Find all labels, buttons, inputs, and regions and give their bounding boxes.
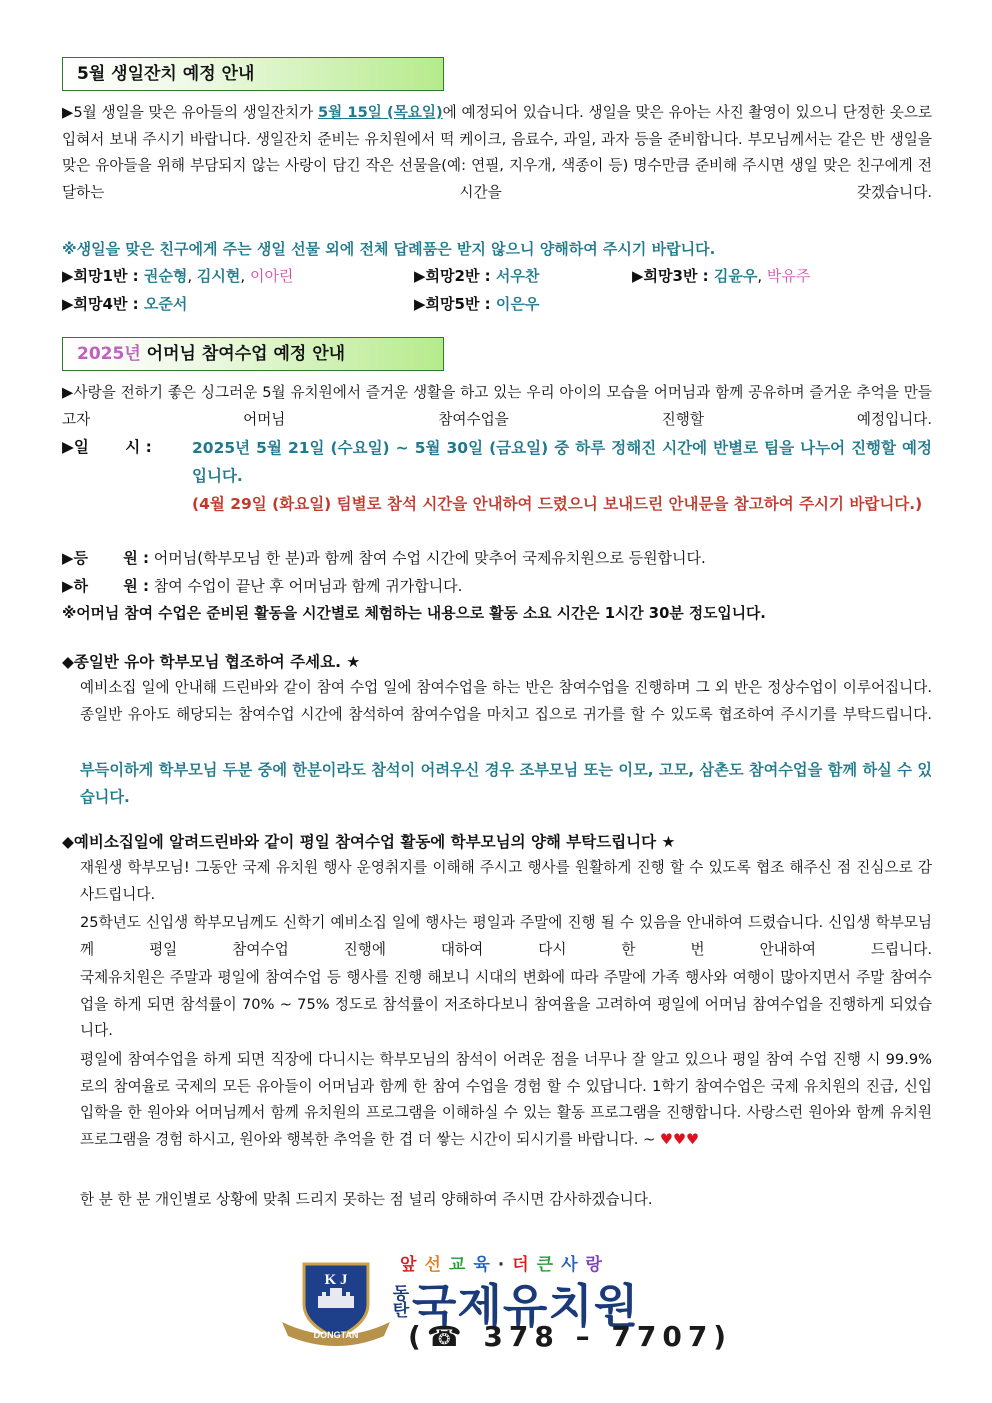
logo-letters: K J [324,1272,348,1288]
child-name: 김윤우 [713,267,758,285]
leave-row: ▶하 원 : 참여 수업이 끝난 후 어머님과 함께 귀가합니다. [62,577,463,595]
kindergarten-logo [276,1252,396,1350]
birthday-date: 5월 15일 (목요일) [317,104,443,121]
section-title-participation: 2025년 어머님 참여수업 예정 안내 [62,337,444,371]
class-list [62,267,293,285]
child-name: 박유주 [766,267,811,285]
fullday-body: 예비소집 일에 안내해 드린바와 같이 참여 수업 일에 참여수업을 하는 반은 참여수업을 진행하며 그 외 반은 정상수업이 이루어집니다. 종일반 유아도 해당되는 참여수업 시간에 참석하여 참여수업을 마치고 집으로 귀가를 할 수 있도록 협조하여 주시기를 부탁드립니다. [80,679,932,723]
class-list [62,295,187,313]
date-note: (4월 29일 (화요일) 팀별로 참석 시간을 안내하여 드렸으니 보내드린 안내문을 참고하여 주시기 바랍니다.) [192,495,923,513]
class-label: ▶희망1반 : [62,267,144,285]
phone-number: (☎ 378 – 7707) [408,1320,733,1353]
child-name: , [240,267,250,285]
class-row-1 [62,263,811,289]
slogan-char: 교 [448,1255,474,1275]
participation-note: ※어머님 참여 수업은 준비된 활동을 시간별로 체험하는 내용으로 활동 소요 시간은 1시간 30분 정도입니다. [62,605,766,622]
section-title-birthday: 5월 생일잔치 예정 안내 [62,57,444,91]
child-name: 김시현 [196,267,241,285]
weekday-p1: 재원생 학부모님! 그동안 국제 유치원 행사 운영취지를 이해해 주시고 행사를 원활하게 진행 할 수 있도록 협조 해주신 점 진심으로 감사드립니다. [80,859,932,903]
slogan-char: · [497,1255,513,1275]
child-name: 이은우 [495,295,540,313]
child-name: 오준서 [143,295,188,313]
slogan-char: 큰 [536,1255,562,1275]
slogan-char: 사 [561,1255,586,1275]
weekday-p5: 한 분 한 분 개인별로 상황에 맞춰 드리지 못하는 점 널리 양해하여 주시면 감사하겠습니다. [80,1191,653,1208]
child-name: 권순형 [143,267,188,285]
section-title-weekday: ◆예비소집일에 알려드린바와 같이 평일 참여수업 활동에 학부모님의 양해 부탁드립니다 ★ [62,833,676,851]
hearts: ♥♥♥ [659,1130,700,1148]
child-name: 서우찬 [495,267,540,285]
section-title-fullday: ◆종일반 유아 학부모님 협조하여 주세요. ★ [62,653,361,671]
class-label: ▶희망2반 : [414,267,496,285]
class-label: ▶희망3반 : [632,267,714,285]
slogan-char: 선 [424,1255,449,1275]
slogan-char: 앞 [400,1255,425,1275]
birthday-paragraph: ▶5월 생일을 맞은 유아들의 생일잔치가 5월 15일 (목요일)에 예정되어 있습니다. 생일을 맞은 유아는 사진 촬영이 있으니 단정한 옷으로 입혀서 보내 주시기 바랍니다. 생일잔치 준비는 유치원에서 떡 케이크, 음료수, 과일, 과자 등을 준비합니다. 부모님께서는 같은 반 생일을 맞은 유아들을 위해 부담되지 않는 사랑이 담긴 작은 선물을(예: 연필, 지우개, 색종이 등) 명수만큼 준비해 주시면 생일 맞은 친구에게 전달하는 시간을 갖겠습니다. [62,104,933,201]
weekday-p4: 평일에 참여수업을 하게 되면 직장에 다니시는 학부모님의 참석이 어려운 점을 너무나 잘 알고 있으나 평일 참여 수업 진행 시 99.9%로의 참여율로 국제의 모든 유아들이 어머님과 함께 한 참여 수업을 경험 할 수 있답니다. 1학기 참여수업은 국제 유치원의 진급, 신입 입학을 한 원아와 어머님께서 함께 유치원의 프로그램을 이해하실 수 있는 활동 프로그램을 진행합니다. 사랑스런 원아와 함께 유치원 프로그램을 경험 하시고, 원아와 행복한 추억을 한 겹 더 쌓는 시간이 되시기를 바랍니다. ~ ♥♥♥ [80,1051,932,1148]
class-label: ▶희망5반 : [414,295,496,313]
weekday-p2: 25학년도 신입생 학부모님께도 신학기 예비소집 일에 행사는 평일과 주말에 진행 될 수 있음을 안내하여 드렸습니다. 신입생 학부모님께 평일 참여수업 진행에 대하여 다시 한 번 안내하여 드립니다. [80,914,932,958]
fullday-highlight: 부득이하게 학부모님 두분 중에 한분이라도 참석이 어려우신 경우 조부모님 또는 이모, 고모, 삼촌도 참여수업을 함께 하실 수 있습니다. [80,761,932,806]
child-name: 이아린 [249,267,294,285]
date-row: ▶일 시 : [62,438,152,456]
child-name: , [187,267,197,285]
birthday-note: ※생일을 맞은 친구에게 주는 생일 선물 외에 전체 답례품은 받지 않으니 양해하여 주시기 바랍니다. [62,240,716,258]
slogan-char: 육 [473,1255,498,1275]
kindergarten-name: 동 탄국제유치원 [392,1279,640,1333]
arrive-row: ▶등 원 : 어머님(학부모님 한 분)과 함께 참여 수업 시간에 맞추어 국제유치원으로 등원합니다. [62,549,706,567]
class-list [414,291,539,317]
class-list [632,263,810,289]
slogan-char: 더 [512,1255,537,1275]
participation-intro: ▶사랑을 전하기 좋은 싱그러운 5월 유치원에서 즐거운 생활을 하고 있는 우리 아이의 모습을 어머님과 함께 공유하며 즐거운 추억을 만들고자 어머님 참여수업을 진행할 예정입니다. [62,384,932,428]
date-text: 2025년 5월 21일 (수요일) ~ 5월 30일 (금요일) 중 하루 정해진 시간에 반별로 팀을 나누어 진행할 예정입니다. [192,439,932,485]
logo-ribbon: DONGTAN [313,1330,359,1340]
weekday-p3: 국제유치원은 주말과 평일에 참여수업 등 행사를 진행 해보니 시대의 변화에 따라 주말에 가족 행사와 여행이 많아지면서 주말 참여수업을 하게 되면 참석률이 70% ~ 75% 정도로 참석률이 저조하다보니 참여율을 고려하여 평일에 어머님 참여수업을 진행하게 되었습니다. [80,969,932,1039]
class-row-2 [62,291,540,317]
slogan-char: 랑 [585,1255,610,1275]
child-name: , [757,267,767,285]
class-label: ▶희망4반 : [62,295,144,313]
class-list [414,263,539,289]
